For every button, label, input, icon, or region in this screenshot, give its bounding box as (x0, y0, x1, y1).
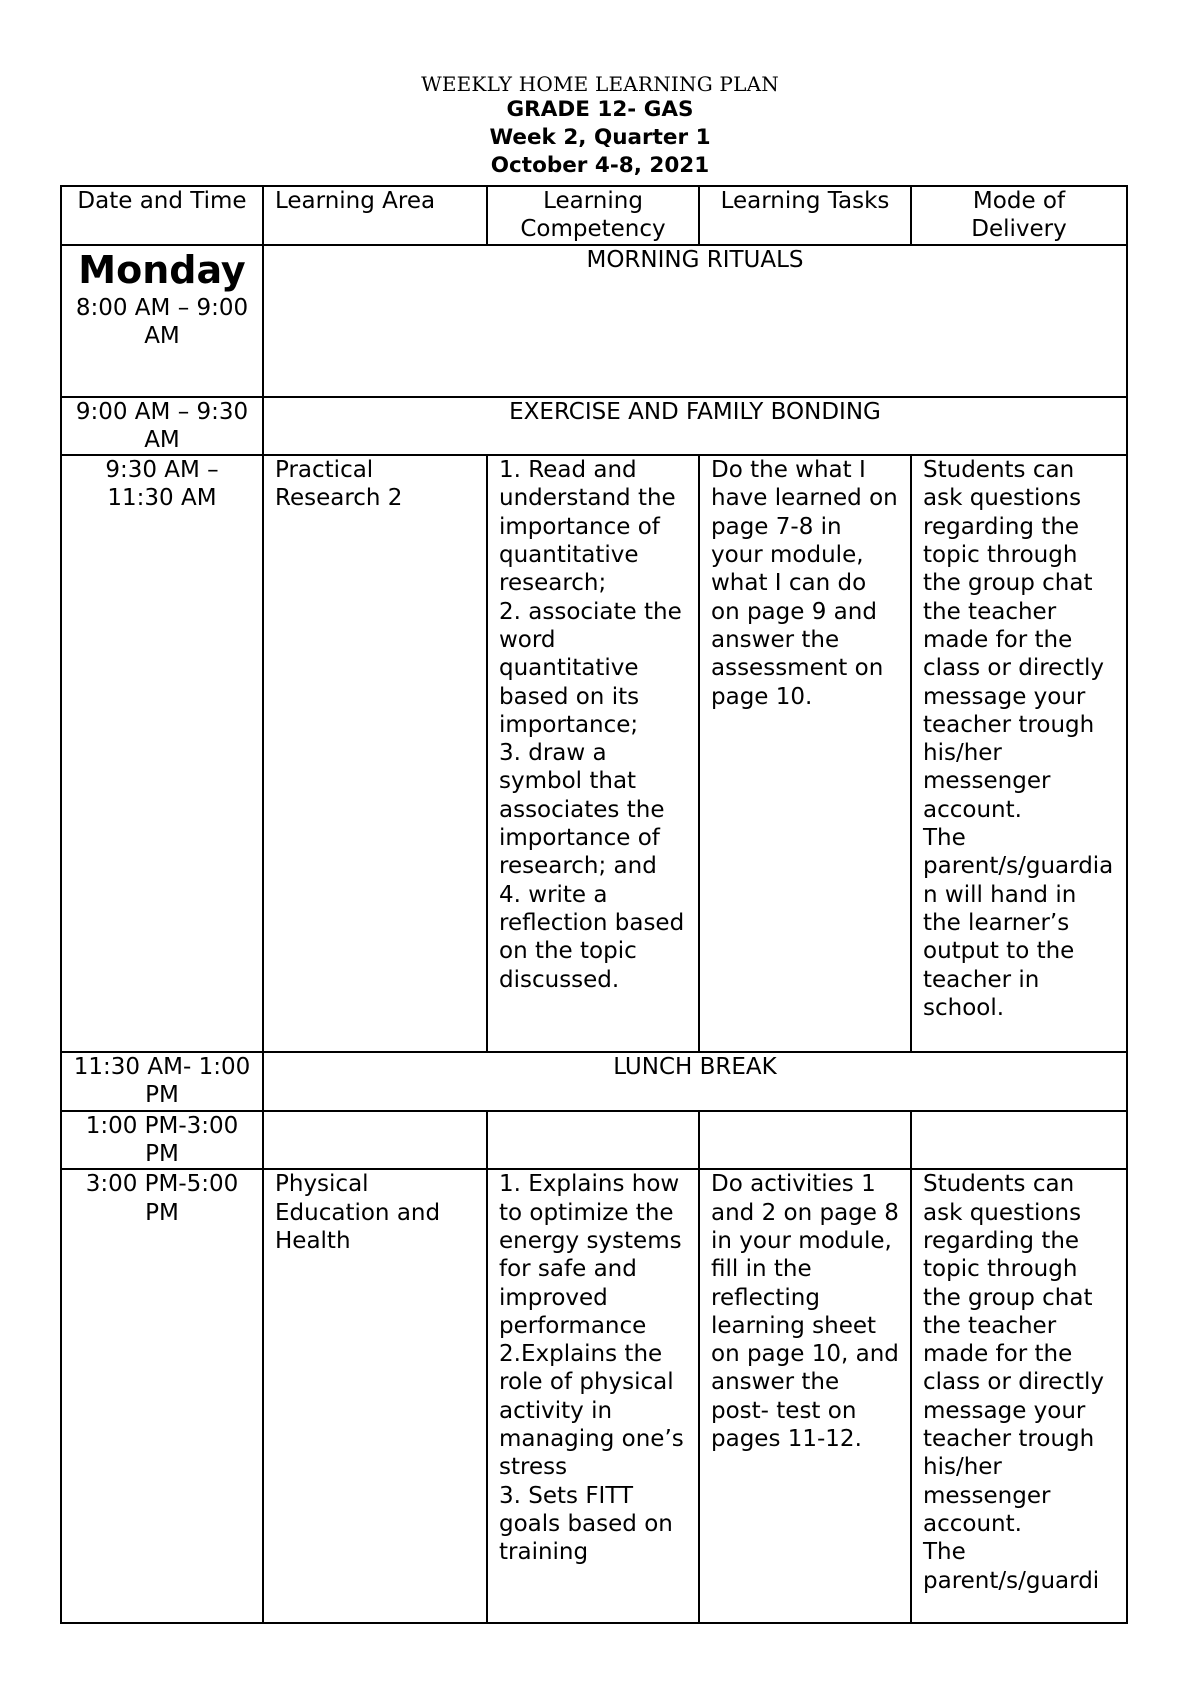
learning-competency-cell: 1. Read and understand the importance of quantitative research; 2. associate the word quantitative based on its importance; 3. draw a symbol that associates the importance of research; and 4. write a reflection based on the topic discussed. (487, 455, 699, 1052)
table-row (61, 1111, 1127, 1170)
activity-cell: MORNING RITUALS (263, 245, 1127, 397)
table-row (61, 245, 1127, 397)
learning-area-cell: Practical Research 2 (263, 455, 487, 1052)
empty-cell (699, 1111, 911, 1170)
time-cell: 1:00 PM-3:00 PM (61, 1111, 263, 1170)
learning-plan-table (60, 185, 1128, 1624)
header-row (61, 186, 1127, 245)
learning-tasks-cell: Do activities 1 and 2 on page 8 in your module, fill in the reflecting learning sheet on page 10, and answer the post- test on pages 11-12. (699, 1169, 911, 1623)
document-header (0, 72, 1200, 180)
empty-cell (263, 1111, 487, 1170)
col-header-mode-of-delivery: Mode of Delivery (911, 186, 1127, 245)
time-cell (61, 245, 263, 397)
time-cell: 9:30 AM – 11:30 AM (61, 455, 263, 1052)
table-row (61, 1169, 1127, 1623)
time-cell: 3:00 PM-5:00 PM (61, 1169, 263, 1623)
learning-tasks-cell: Do the what I have learned on page 7-8 in your module, what I can do on page 9 and answer the assessment on page 10. (699, 455, 911, 1052)
time-cell: 11:30 AM- 1:00 PM (61, 1052, 263, 1111)
col-header-learning-tasks: Learning Tasks (699, 186, 911, 245)
week-label: Week 2, Quarter 1 (489, 125, 711, 150)
learning-area-cell: Physical Education and Health (263, 1169, 487, 1623)
empty-cell (487, 1111, 699, 1170)
col-header-date-time: Date and Time (61, 186, 263, 245)
table-row (61, 1052, 1127, 1111)
day-label: Monday (78, 247, 246, 292)
col-header-learning-area: Learning Area (263, 186, 487, 245)
activity-cell: EXERCISE AND FAMILY BONDING (263, 397, 1127, 456)
mode-of-delivery-cell: Students can ask questions regarding the topic through the group chat the teacher made for the class or directly message your teacher trough his/her messenger account. The parent/s/guardian will hand in the learner’s output to the teacher in school. (911, 455, 1127, 1052)
time-label: 8:00 AM – 9:00 AM (75, 294, 249, 349)
empty-cell (911, 1111, 1127, 1170)
time-cell: 9:00 AM – 9:30 AM (61, 397, 263, 456)
col-header-learning-competency: Learning Competency (487, 186, 699, 245)
grade-label: GRADE 12- GAS (506, 97, 694, 122)
table-row (61, 397, 1127, 456)
table-row (61, 455, 1127, 1052)
plan-title: WEEKLY HOME LEARNING PLAN (421, 72, 779, 96)
mode-of-delivery-cell: Students can ask questions regarding the topic through the group chat the teacher made for the class or directly message your teacher trough his/her messenger account. The parent/s/guardi (911, 1169, 1127, 1623)
activity-cell: LUNCH BREAK (263, 1052, 1127, 1111)
learning-competency-cell: 1. Explains how to optimize the energy systems for safe and improved performance 2.Explains the role of physical activity in managing one’s stress 3. Sets FITT goals based on training (487, 1169, 699, 1623)
date-range: October 4-8, 2021 (490, 153, 710, 178)
